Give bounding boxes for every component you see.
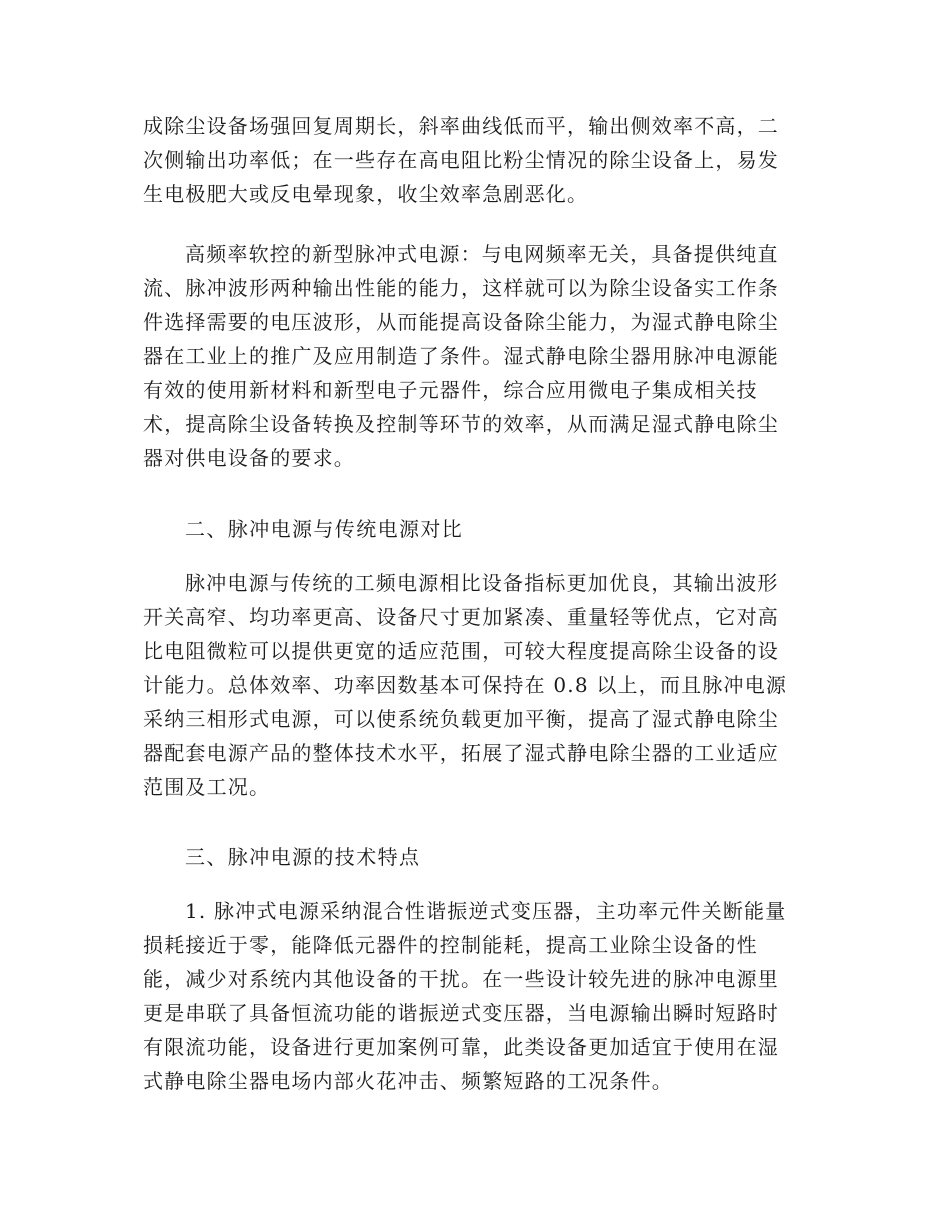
- text-line: 术，提高除尘设备转换及控制等环节的效率，从而满足湿式静电除尘: [143, 412, 779, 436]
- text-line: 计能力。总体效率、功率因数基本可保持在 0.8 以上，而且脉冲电源: [143, 673, 788, 697]
- text-line: 1. 脉冲式电源采纳混合性谐振逆式变压器，主功率元件关断能量: [185, 899, 787, 923]
- paragraph-features-1: [143, 894, 795, 1098]
- text-line: 高频率软控的新型脉冲式电源：与电网频率无关，具备提供纯直: [185, 242, 779, 266]
- section-heading-features: [143, 840, 795, 874]
- text-line: 器对供电设备的要求。: [143, 446, 355, 470]
- text-line: 采纳三相形式电源，可以使系统负载更加平衡，提高了湿式静电除尘: [143, 707, 779, 731]
- section-heading-comparison: [143, 512, 795, 546]
- paragraph-pulse-power-intro: [143, 237, 795, 509]
- text-line: [143, 475, 795, 509]
- text-line: 脉冲电源与传统的工频电源相比设备指标更加优良，其输出波形: [185, 571, 779, 595]
- paragraph-continuation: [143, 109, 795, 211]
- text-line: 件选择需要的电压波形，从而能提高设备除尘能力，为湿式静电除尘: [143, 310, 779, 334]
- text-line: 次侧输出功率低；在一些存在高电阻比粉尘情况的除尘设备上，易发: [143, 148, 779, 172]
- heading-text: 二、脉冲电源与传统电源对比: [185, 517, 464, 541]
- text-line: 开关高窄、均功率更高、设备尺寸更加紧凑、重量轻等优点，它对高: [143, 605, 779, 629]
- text-line: 范围及工况。: [143, 775, 271, 799]
- text-line: 比电阻微粒可以提供更宽的适应范围，可较大程度提高除尘设备的设: [143, 639, 779, 663]
- text-line: 器配套电源产品的整体技术水平，拓展了湿式静电除尘器的工业适应: [143, 741, 779, 765]
- text-line: 生电极肥大或反电晕现象，收尘效率急剧恶化。: [143, 182, 589, 206]
- text-line: 成除尘设备场强回复周期长，斜率曲线低而平，输出侧效率不高，二: [143, 114, 779, 138]
- text-line: 更是串联了具备恒流功能的谐振逆式变压器，当电源输出瞬时短路时: [143, 1001, 779, 1025]
- text-line: 损耗接近于零，能降低元器件的控制能耗，提高工业除尘设备的性: [143, 933, 758, 957]
- paragraph-comparison: [143, 566, 795, 804]
- text-line: 有限流功能，设备进行更加案例可靠，此类设备更加适宜于使用在湿: [143, 1035, 779, 1059]
- text-line: 式静电除尘器电场内部火花冲击、频繁短路的工况条件。: [143, 1069, 673, 1093]
- text-line: 流、脉冲波形两种输出性能的能力，这样就可以为除尘设备实工作条: [143, 276, 779, 300]
- text-line: 能，减少对系统内其他设备的干扰。在一些设计较先进的脉冲电源里: [143, 967, 779, 991]
- heading-text: 三、脉冲电源的技术特点: [185, 845, 421, 869]
- text-line: 有效的使用新材料和新型电子元器件，综合应用微电子集成相关技: [143, 378, 758, 402]
- text-line: 器在工业上的推广及应用制造了条件。湿式静电除尘器用脉冲电源能: [143, 344, 779, 368]
